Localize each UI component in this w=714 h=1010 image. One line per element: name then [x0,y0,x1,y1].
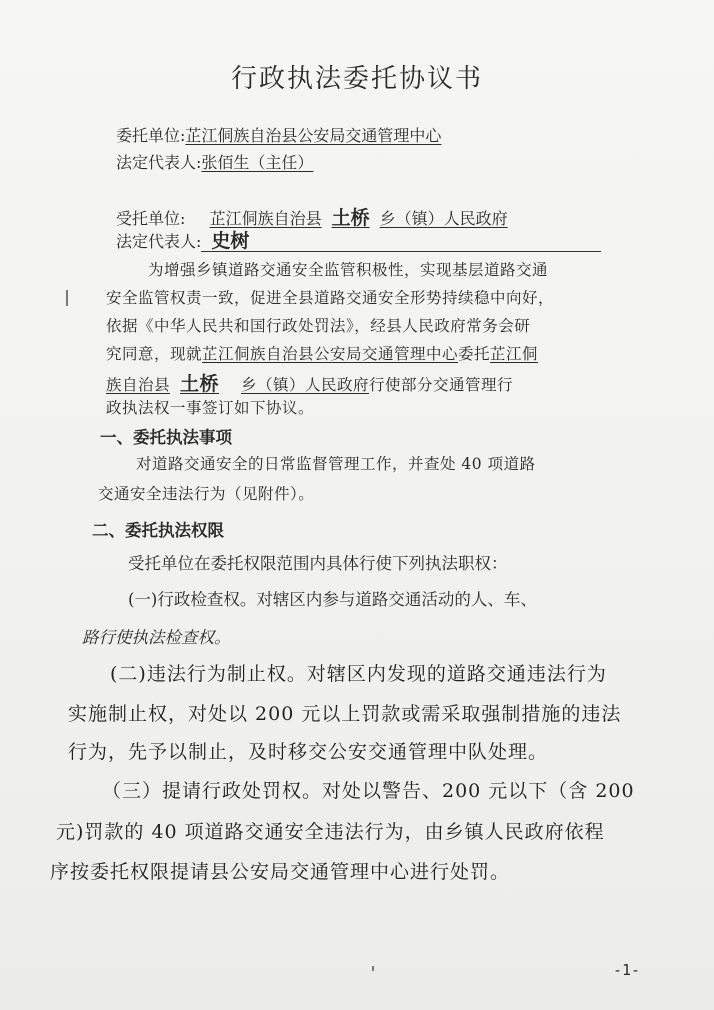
item2-line-2: 实施制止权，对处以 200 元以上罚款或需采取强制措施的违法 [68,703,622,725]
preamble-town-handwritten: 土桥 [180,373,220,395]
item3-line-2: 元)罚款的 40 项道路交通安全违法行为，由乡镇人民政府依程 [56,821,605,843]
entrusted-unit-label: 受托单位: [116,209,186,228]
preamble-entrusted-suffix: 乡（镇）人民政府 [241,376,370,394]
preamble-line-1: 为增强乡镇道路交通安全监管积极性，实现基层道路交通 [148,261,549,279]
preamble-line-6: 政执法权一事签订如下协议。 [106,399,315,417]
section2-intro: 受托单位在委托权限范围内具体行使下列执法职权： [128,554,508,573]
entrusted-unit-suffix: 乡（镇）人民政府 [379,209,508,228]
preamble-entrusted-part: 芷江侗 [490,345,539,363]
item3-line-3: 序按委托权限提请县公安局交通管理中心进行处罚。 [50,861,511,883]
preamble-text: 究同意，现就 [106,345,203,363]
preamble-entrusted-part: 族自治县 [106,376,171,394]
document-title: 行政执法委托协议书 [230,64,483,94]
entrusted-town-handwritten: 土桥 [331,207,370,229]
preamble-line-3: 依据《中华人民共和国行政处罚法》，经县人民政府常务会研 [106,317,531,335]
item2-line-3: 行为，先予以制止，及时移交公安交通管理中队处理。 [68,741,549,763]
entrusting-unit-line [116,123,441,146]
section2-heading: 二、委托执法权限 [92,521,224,540]
entrusting-rep-value: 张佰生（主任） [201,153,314,172]
entrusted-rep-handwritten: 史树 [211,230,250,252]
entrusting-rep-label: 法定代表人: [116,153,202,172]
preamble-line-2: 安全监管权责一致，促进全县道路交通安全形势持续稳中向好， [106,289,555,307]
item1-line-2: 路行使执法检查权。 [82,628,231,647]
preamble-text: 行使部分交通管理行 [369,376,514,394]
preamble-text: 委托 [458,345,491,363]
entrusting-unit-label: 委托单位: [116,126,186,145]
scan-mark [66,290,68,306]
preamble-line-5 [106,369,513,396]
preamble-entrusting-unit: 芷江侗族自治县公安局交通管理中心 [202,345,459,363]
entrusted-rep-line [116,229,601,252]
scan-mark [372,966,374,971]
section1-line-2: 交通安全违法行为（见附件）。 [98,485,315,503]
item3-line-1: （三）提请行政处罚权。对处以警告、200 元以下（含 200 [102,780,635,802]
entrusted-unit-county: 芷江侗族自治县 [209,209,322,228]
entrusting-unit-value: 芷江侗族自治县公安局交通管理中心 [185,126,442,145]
page-number: -1- [613,961,641,979]
item1-line-1: (一)行政检查权。对辖区内参与道路交通活动的人、车、 [128,590,537,609]
section1-line-1: 对道路交通安全的日常监督管理工作，并查处 40 项道路 [136,455,536,473]
entrusted-unit-line [116,203,508,230]
section1-heading: 一、委托执法事项 [100,428,232,447]
preamble-line-4 [106,342,538,364]
entrusted-rep-label: 法定代表人: [116,232,202,251]
item2-line-1: (二)违法行为制止权。对辖区内发现的道路交通违法行为 [110,663,607,685]
entrusting-rep-line [116,150,313,173]
